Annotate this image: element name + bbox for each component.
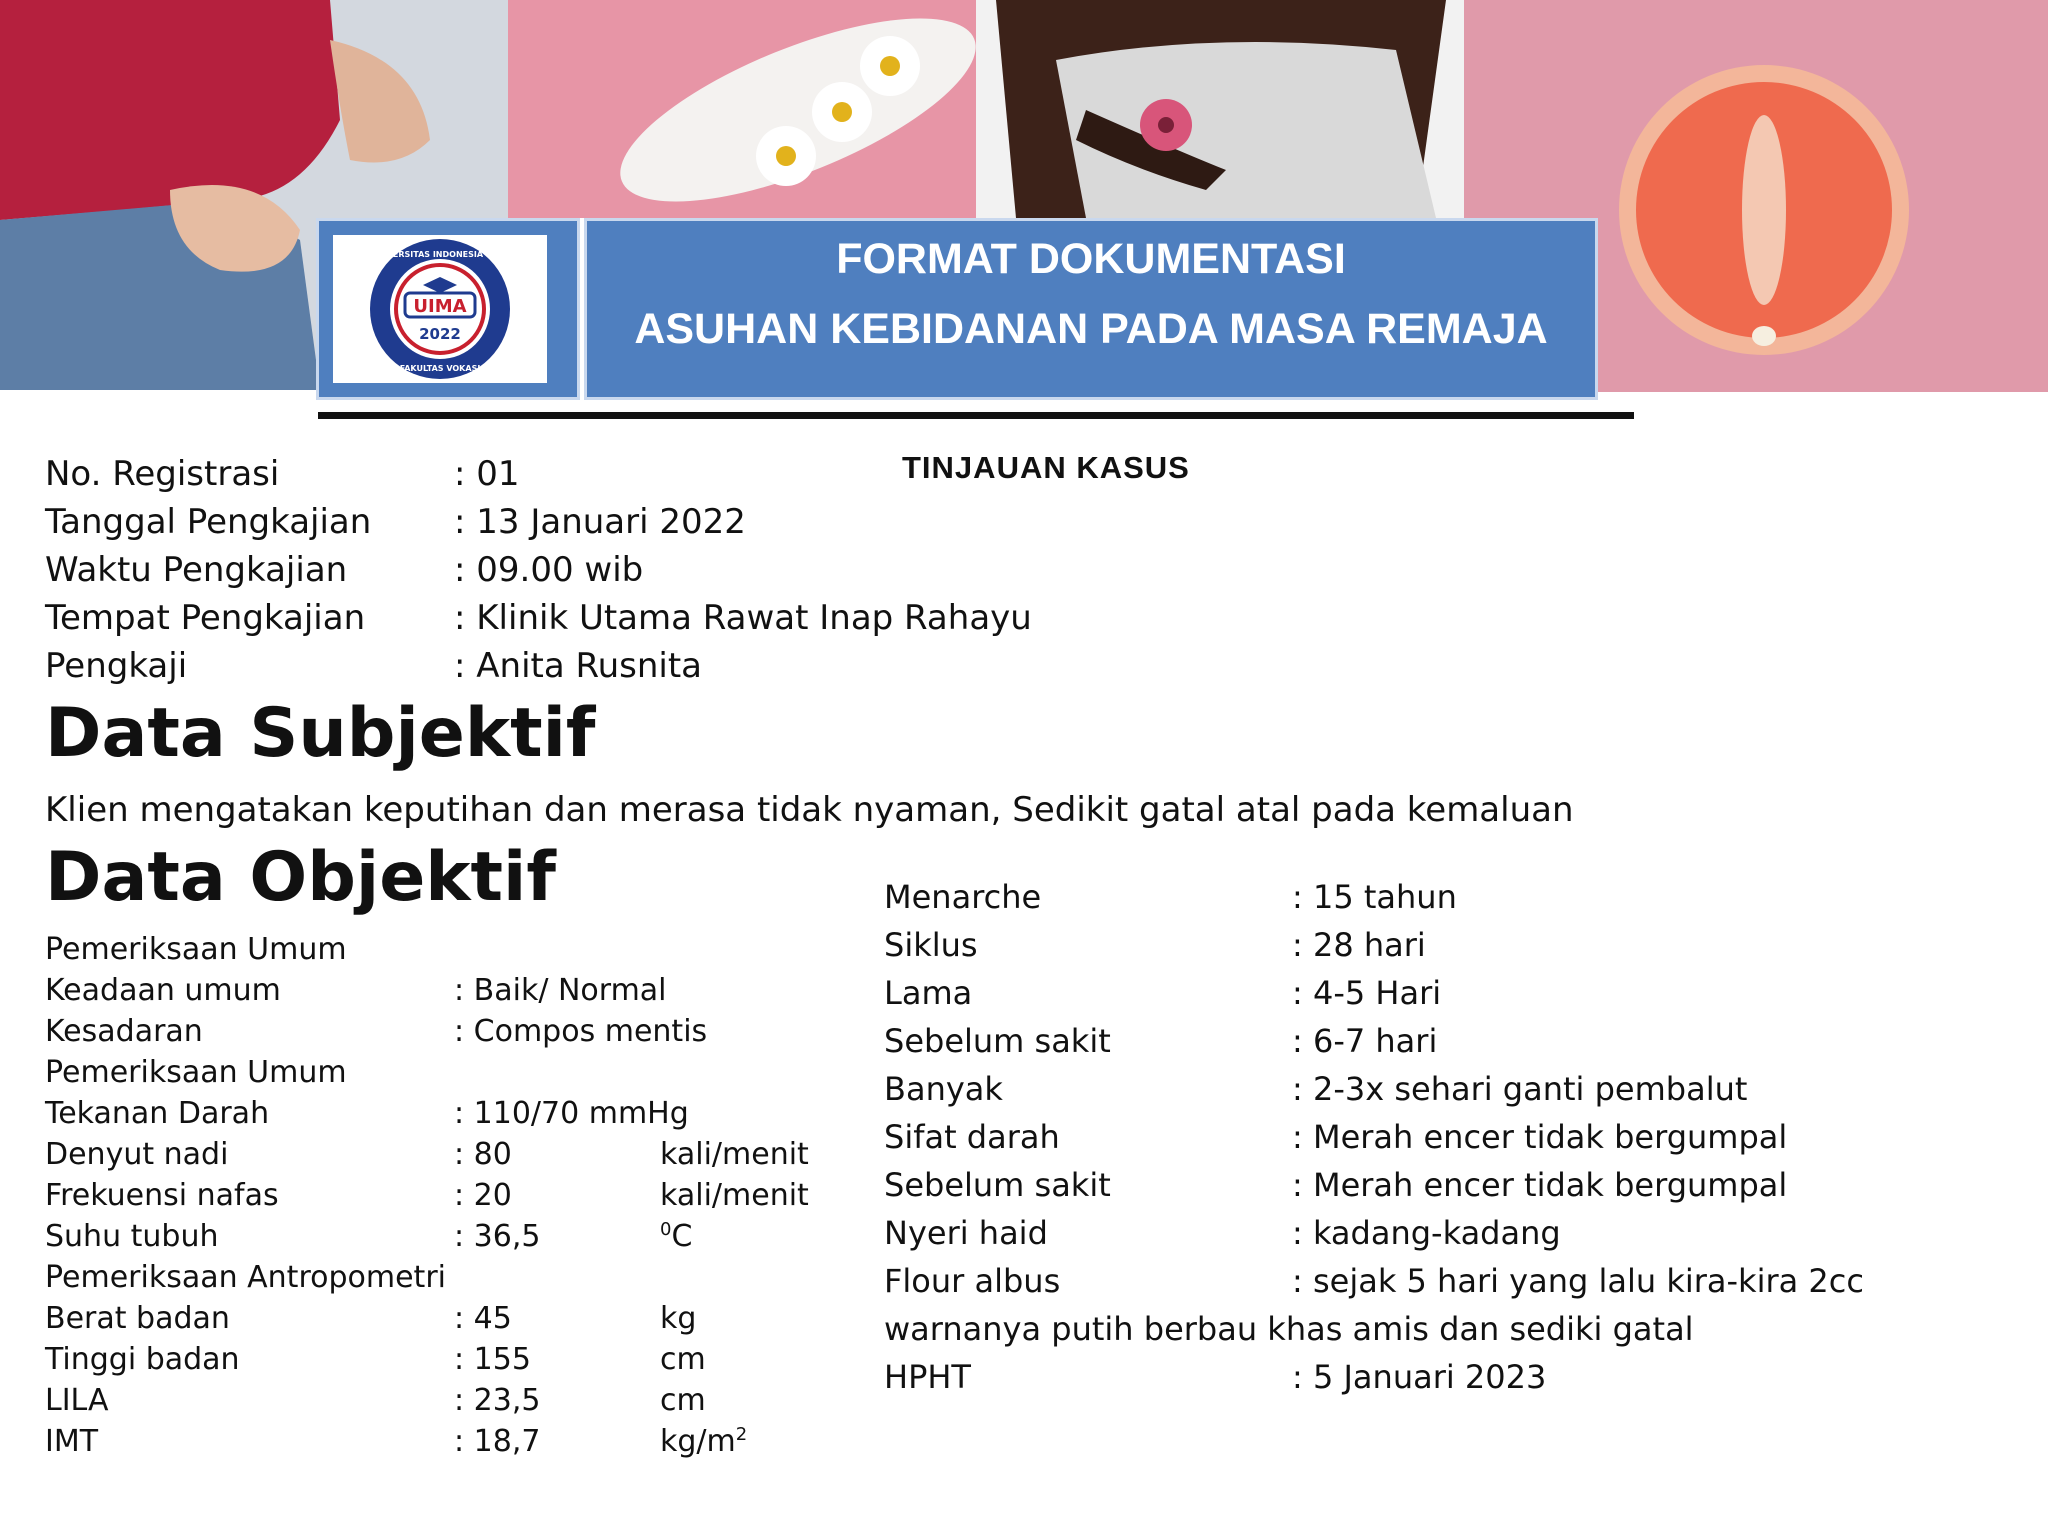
exam-label: Keadaan umum — [45, 973, 281, 1008]
menstrual-label: HPHT — [884, 1358, 971, 1396]
exam-label: Kesadaran — [45, 1014, 203, 1049]
exam-label: Denyut nadi — [45, 1137, 229, 1172]
exam-value: : Compos mentis — [454, 1014, 708, 1049]
exam-unit: kali/menit — [660, 1137, 809, 1172]
exam-value: : 36,5 — [454, 1219, 541, 1254]
exam-value: : 45 — [454, 1301, 512, 1336]
exam-section-label: Pemeriksaan Antropometri — [45, 1260, 446, 1295]
degree-superscript: 0 — [660, 1219, 672, 1240]
exam-label: Suhu tubuh — [45, 1219, 219, 1254]
header-divider — [318, 412, 1634, 419]
subjective-heading: Data Subjektif — [45, 694, 596, 773]
daisy-1 — [860, 36, 920, 96]
header-photo-woman-flower — [976, 0, 1464, 218]
logo-arc-bottom: FAKULTAS VOKASI — [399, 364, 481, 373]
menstrual-label: Nyeri haid — [884, 1214, 1048, 1252]
menstrual-label: Banyak — [884, 1070, 1003, 1108]
exam-label: Berat badan — [45, 1301, 230, 1336]
registration-label: Tanggal Pengkajian — [45, 502, 372, 542]
registration-label: Tempat Pengkajian — [45, 598, 366, 638]
menstrual-label: Sebelum sakit — [884, 1022, 1111, 1060]
daisy-2 — [812, 82, 872, 142]
registration-value: : 09.00 wib — [454, 550, 644, 590]
logo-year: 2022 — [419, 325, 461, 343]
menstrual-value: : 4-5 Hari — [1292, 974, 1442, 1012]
menstrual-label: Menarche — [884, 878, 1042, 916]
exam-unit-text: kg/m — [660, 1424, 736, 1459]
logo-panel — [316, 218, 580, 400]
logo-arc-top: UNIVERSITAS INDONESIA MAJU — [370, 250, 510, 259]
case-title: TINJAUAN KASUS — [902, 450, 1190, 485]
exam-unit: kali/menit — [660, 1178, 809, 1213]
exam-value: : 110/70 mmHg — [454, 1096, 689, 1131]
title-line-2: ASUHAN KEBIDANAN PADA MASA REMAJA — [634, 305, 1548, 353]
menstrual-value: : 5 Januari 2023 — [1292, 1358, 1547, 1396]
menstrual-label: Sebelum sakit — [884, 1166, 1111, 1204]
menstrual-value: : kadang-kadang — [1292, 1214, 1561, 1252]
exam-label: IMT — [45, 1424, 99, 1459]
exam-label: LILA — [45, 1383, 109, 1418]
exam-value: : 155 — [454, 1342, 531, 1377]
exam-label: Frekuensi nafas — [45, 1178, 279, 1213]
menstrual-note: warnanya putih berbau khas amis dan sediki gatal — [884, 1310, 1694, 1348]
exam-unit: cm — [660, 1342, 706, 1377]
exam-unit — [660, 1424, 747, 1459]
exam-value: : 20 — [454, 1178, 512, 1213]
header-photo-pad-flowers — [508, 0, 976, 218]
registration-label: No. Registrasi — [45, 454, 280, 494]
exam-unit-text: C — [671, 1219, 693, 1254]
menstrual-value: : 15 tahun — [1292, 878, 1457, 916]
menstrual-value: : sejak 5 hari yang lalu kira-kira 2cc — [1292, 1262, 1864, 1300]
menstrual-value: : 2-3x sehari ganti pembalut — [1292, 1070, 1748, 1108]
exam-unit: kg — [660, 1301, 697, 1336]
university-logo — [333, 235, 547, 383]
exam-label: Tekanan Darah — [45, 1096, 270, 1131]
registration-value: : Klinik Utama Rawat Inap Rahayu — [454, 598, 1032, 638]
menstrual-label: Siklus — [884, 926, 978, 964]
menstrual-value: : 28 hari — [1292, 926, 1426, 964]
exam-label: Tinggi badan — [45, 1342, 240, 1377]
exam-value: : 23,5 — [454, 1383, 541, 1418]
objective-heading: Data Objektif — [45, 838, 556, 917]
registration-value: : 01 — [454, 454, 520, 494]
subjective-text: Klien mengatakan keputihan dan merasa tidak nyaman, Sedikit gatal atal pada kemaluan — [45, 790, 1574, 830]
registration-label: Pengkaji — [45, 646, 188, 686]
exam-unit: cm — [660, 1383, 706, 1418]
menstrual-label: Flour albus — [884, 1262, 1061, 1300]
exam-section-label: Pemeriksaan Umum — [45, 1055, 347, 1090]
exam-section-label: Pemeriksaan Umum — [45, 932, 347, 967]
registration-label: Waktu Pengkajian — [45, 550, 348, 590]
title-line-1: FORMAT DOKUMENTASI — [836, 235, 1346, 283]
registration-value: : Anita Rusnita — [454, 646, 703, 686]
menstrual-value: : 6-7 hari — [1292, 1022, 1438, 1060]
exam-value: : 18,7 — [454, 1424, 541, 1459]
menstrual-label: Lama — [884, 974, 973, 1012]
exam-unit — [660, 1219, 692, 1254]
menstrual-label: Sifat darah — [884, 1118, 1060, 1156]
logo-mark: UIMA — [413, 296, 467, 317]
registration-value: : 13 Januari 2022 — [454, 502, 746, 542]
title-banner — [584, 218, 1598, 400]
squared-superscript: 2 — [735, 1424, 748, 1445]
daisy-3 — [756, 126, 816, 186]
menstrual-value: : Merah encer tidak bergumpal — [1292, 1166, 1788, 1204]
menstrual-value: : Merah encer tidak bergumpal — [1292, 1118, 1788, 1156]
exam-value: : 80 — [454, 1137, 512, 1172]
exam-value: : Baik/ Normal — [454, 973, 667, 1008]
